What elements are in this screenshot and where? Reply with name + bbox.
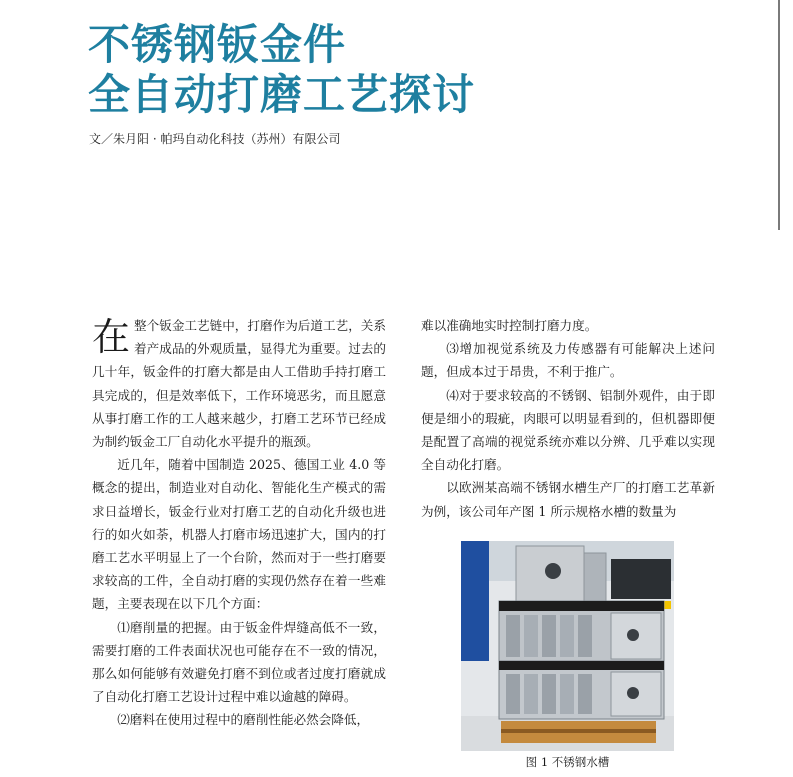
paragraph-7: ⑷对于要求较高的不锈钢、铝制外观件，由于即便是细小的瑕疵，肉眼可以明显看到的，但机器即便是配置了高端的视觉系统亦难以分辨、几乎难以实现全自动化打磨。: [421, 387, 715, 473]
paragraph-4: ⑵磨料在使用过程中的磨削性能必然会降低，: [117, 712, 370, 728]
paragraph-8: 以欧洲某高端不锈钢水槽生产厂的打磨工艺革新为例，该公司年产图 1 所示规格水槽的数量为: [421, 480, 715, 519]
right-column: [421, 314, 715, 523]
byline: 文／朱月阳 · 帕玛自动化科技（苏州）有限公司: [89, 132, 341, 146]
paragraph-6: ⑶增加视觉系统及力传感器有可能解决上述问题，但成本过于昂贵，不利于推广。: [421, 341, 715, 380]
article-title: [88, 20, 475, 120]
paragraph-1: [92, 314, 386, 453]
paragraph-1-text: 整个钣金工艺链中，打磨作为后道工艺，关系着产成品的外观质量，显得尤为重要。过去的几十年，钣金件的打磨大都是由人工借助手持打磨工具完成的，但是效率低下，工作环境恶劣，而且愿意从事打磨工作的工人越来越少，打磨工艺环节已经成为制约钣金工厂自动化水平提升的瓶颈。: [92, 318, 386, 450]
sink-stack-illustration: [461, 541, 674, 751]
figure-caption: 图 1 不锈钢水槽: [525, 755, 610, 769]
drop-cap: 在: [92, 315, 131, 359]
title-line-1: 不锈钢钣金件: [88, 20, 347, 69]
margin-rule: [778, 0, 780, 230]
paragraph-5: 难以准确地实时控制打磨力度。: [421, 318, 598, 333]
left-column: [92, 314, 386, 732]
paragraph-2: 近几年，随着中国制造 2025、德国工业 4.0 等概念的提出，制造业对自动化、智能化生产模式的需求日益增长，钣金行业对打磨工艺的自动化升级也进行的如火如荼，机器人打磨市场迅速扩大，国内的打磨工艺水平明显上了一个台阶，然而对于一些打磨要求较高的工件，全自动打磨的实现仍然存在着一些难题，主要表现在以下几个方面：: [92, 457, 386, 612]
title-line-2: 全自动打磨工艺探讨: [88, 70, 476, 119]
paragraph-3: ⑴磨削量的把握。由于钣金件焊缝高低不一致，需要打磨的工件表面状况也可能存在不一致的情况，那么如何能够有效避免打磨不到位或者过度打磨就成了自动化打磨工艺设计过程中难以逾越的障碍。: [92, 619, 386, 705]
figure-sink-photo: [461, 541, 674, 751]
